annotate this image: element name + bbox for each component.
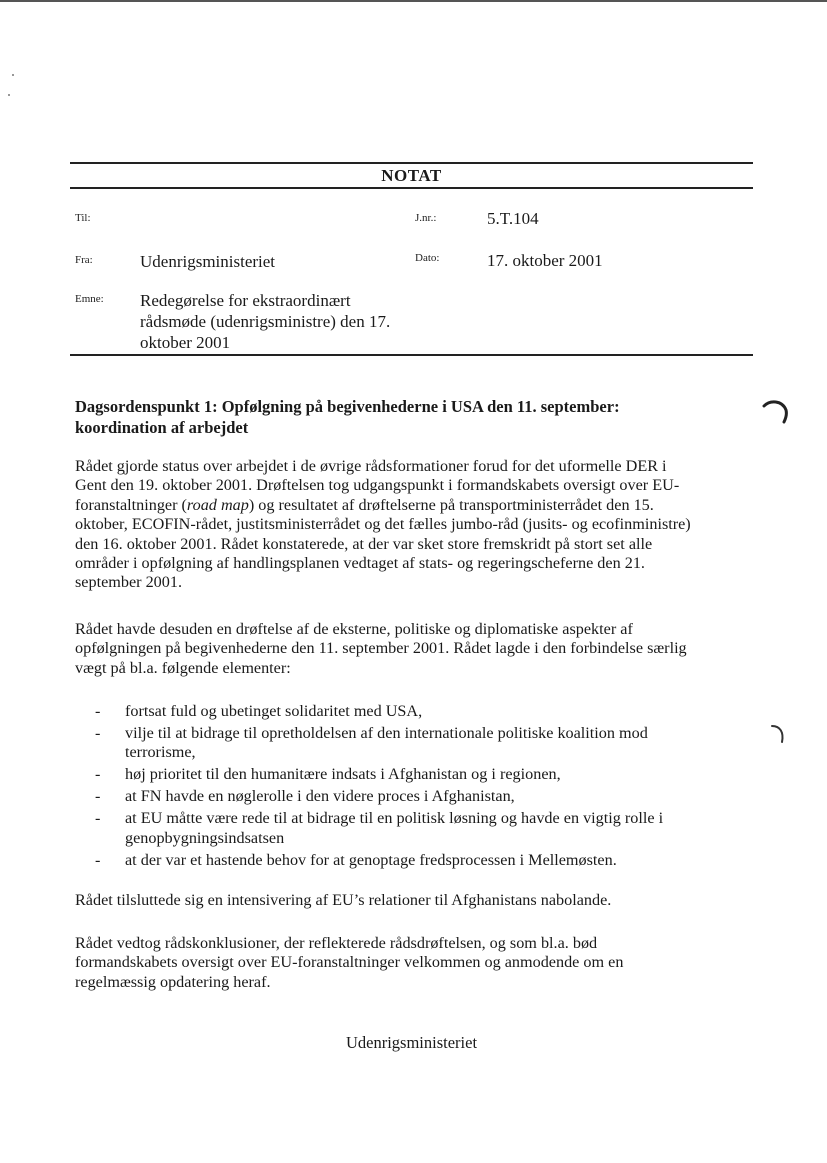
list-item-line: vilje til at bidrage til opretholdelsen af den internationale politiske koalition mod xyxy=(125,724,648,742)
list-item-line: at der var et hastende behov for at genoptage fredsprocessen i Mellemøsten. xyxy=(125,850,617,869)
header-rule-top xyxy=(70,162,753,164)
from-label: Fra: xyxy=(75,254,93,266)
header-rule-mid xyxy=(70,187,753,189)
paragraph-conclusions xyxy=(75,934,755,992)
scan-speck xyxy=(8,94,10,96)
subject-line: Redegørelse for ekstraordinært xyxy=(140,291,351,310)
paragraph-line: vægt på bl.a. følgende elementer: xyxy=(75,658,291,677)
paragraph-line xyxy=(75,496,755,515)
list-item xyxy=(75,809,755,848)
header-rule-bottom xyxy=(70,354,753,356)
date-label: Dato: xyxy=(415,252,440,264)
list-item xyxy=(75,851,755,870)
margin-mark-icon xyxy=(760,396,790,430)
paragraph-status xyxy=(75,457,755,593)
to-label: Til: xyxy=(75,212,91,224)
bullet-dash: - xyxy=(95,765,101,784)
heading-line: Dagsordenspunkt 1: Opfølgning på begivenhederne i USA den 11. september: xyxy=(75,397,620,416)
list-item xyxy=(75,724,755,763)
agenda-heading xyxy=(75,396,735,438)
subject-line: rådsmøde (udenrigsministre) den 17. xyxy=(140,312,391,331)
scan-top-edge xyxy=(0,0,827,2)
subject-line: oktober 2001 xyxy=(140,333,231,352)
date-value: 17. oktober 2001 xyxy=(487,251,603,270)
bullet-dash: - xyxy=(95,724,101,742)
footer-sender: Udenrigsministeriet xyxy=(345,1033,478,1052)
paragraph-line: opfølgningen på begivenhederne den 11. september 2001. Rådet lagde i den forbindelse særlig xyxy=(75,639,687,658)
paragraph-line: Rådet havde desuden en drøftelse af de eksterne, politiske og diplomatiske aspekter af xyxy=(75,620,633,638)
jnr-label: J.nr.: xyxy=(415,212,437,224)
paragraph-line: den 16. oktober 2001. Rådet konstaterede, at der var sket store fremskridt på stort set alle xyxy=(75,534,653,553)
paragraph-line: formandskabets oversigt over EU-foranstaltninger velkommen og anmodende om en xyxy=(75,953,624,972)
road-map-term: road map xyxy=(186,495,249,514)
paragraph-line: Rådet vedtog rådskonklusioner, der reflekterede rådsdrøftelsen, og som bl.a. bød xyxy=(75,934,598,952)
jnr-value: 5.T.104 xyxy=(487,209,539,228)
bullet-dash: - xyxy=(95,702,101,720)
bullet-dash: - xyxy=(95,809,101,828)
paragraph-external-aspects xyxy=(75,620,755,678)
list-item-line: genopbygningsindsatsen xyxy=(125,828,285,847)
list-item-line: terrorisme, xyxy=(125,743,196,762)
subject-value xyxy=(140,290,400,353)
list-item-line: høj prioritet til den humanitære indsats i Afghanistan og i regionen, xyxy=(125,765,561,784)
scan-speck xyxy=(12,74,14,76)
paragraph-line: Rådet gjorde status over arbejdet i de øvrige rådsformationer forud for det uformelle DER i xyxy=(75,457,667,475)
subject-label: Emne: xyxy=(75,293,104,305)
paragraph-line: regelmæssig opdatering heraf. xyxy=(75,972,271,991)
margin-mark-icon xyxy=(764,720,790,750)
heading-line: koordination af arbejdet xyxy=(75,418,249,437)
list-item xyxy=(75,787,755,806)
list-item-line: at FN havde en nøglerolle i den videre proces i Afghanistan, xyxy=(125,787,515,806)
elements-list xyxy=(75,702,755,873)
list-item xyxy=(75,765,755,784)
bullet-dash: - xyxy=(95,787,101,806)
paragraph-neighbours: Rådet tilsluttede sig en intensivering af EU’s relationer til Afghanistans nabolande. xyxy=(75,891,612,909)
list-item-line: fortsat fuld og ubetinget solidaritet med USA, xyxy=(125,702,423,720)
text-run: ) og resultatet af drøftelserne på transportministerrådet den 15. xyxy=(248,495,654,514)
paragraph-line: Gent den 19. oktober 2001. Drøftelsen tog udgangspunkt i formandskabets oversigt over EU- xyxy=(75,476,680,495)
text-run: foranstaltninger ( xyxy=(75,495,187,514)
from-value: Udenrigsministeriet xyxy=(140,252,276,271)
paragraph-line: oktober, ECOFIN-rådet, justitsministerrådet og det fælles jumbo-råd (jusits- og ecofinministre) xyxy=(75,515,691,534)
paragraph-line: områder i opfølgning af handlingsplanen vedtaget af stats- og regeringscheferne den 21. xyxy=(75,554,645,573)
document-title: NOTAT xyxy=(381,166,442,185)
list-item-line: at EU måtte være rede til at bidrage til en politisk løsning og havde en vigtig rolle i xyxy=(125,809,664,828)
list-item xyxy=(75,702,755,721)
bullet-dash: - xyxy=(95,850,101,869)
paragraph-line: september 2001. xyxy=(75,573,182,592)
